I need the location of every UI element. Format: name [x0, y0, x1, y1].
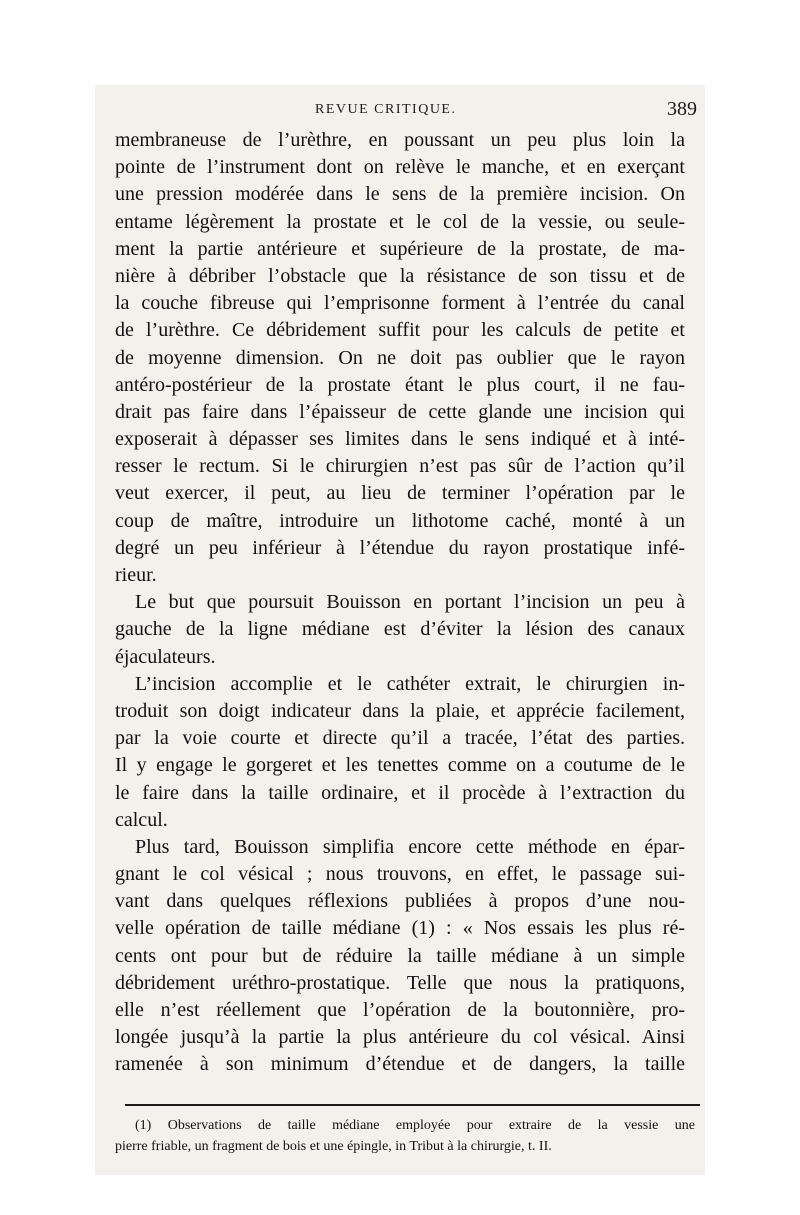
footnote-line: pierre friable, un fragment de bois et une épingle, in Tribut à la chirurgie, t. II.	[115, 1139, 552, 1154]
running-title: REVUE CRITIQUE.	[315, 102, 457, 117]
body-text	[115, 127, 685, 1079]
text-line: membraneuse de l’urèthre, en poussant un peu plus loin la	[115, 129, 685, 151]
text-line: antéro-postérieur de la prostate étant le plus court, il ne fau-	[115, 373, 685, 396]
text-line: gauche de la ligne médiane est d’éviter la lésion des canaux	[115, 618, 685, 641]
text-line: débridement uréthro-prostatique. Telle que nous la pratiquons,	[115, 971, 685, 994]
text-line: nière à débriber l’obstacle que la résistance de son tissu et de	[115, 264, 685, 287]
footnotes	[115, 1115, 695, 1157]
text-line: éjaculateurs.	[115, 645, 216, 668]
text-line: ramenée à son minimum d’étendue et de dangers, la taille	[115, 1053, 685, 1076]
text-line: longée jusqu’à la partie la plus antérieure du col vésical. Ainsi	[115, 1026, 685, 1049]
text-line: veut exercer, il peut, au lieu de terminer l’opération par le	[115, 482, 685, 505]
text-line: velle opération de taille médiane (1) : « Nos essais les plus ré-	[115, 917, 685, 940]
page-number: 389	[667, 98, 697, 120]
text-line: Il y engage le gorgeret et les tenettes comme on a coutume de le	[115, 754, 685, 777]
text-line: de moyenne dimension. On ne doit pas oublier que le rayon	[115, 346, 685, 369]
running-head	[115, 98, 705, 124]
text-line: gnant le col vésical ; nous trouvons, en effet, le passage sui-	[115, 863, 685, 886]
text-line: resser le rectum. Si le chirurgien n’est pas sûr de l’action qu’il	[115, 455, 685, 478]
text-line: coup de maître, introduire un lithotome caché, monté à un	[115, 509, 685, 532]
text-line: Le but que poursuit Bouisson en portant l’incision un peu à	[135, 591, 685, 614]
text-line: Plus tard, Bouisson simplifia encore cette méthode en épar-	[135, 835, 685, 858]
text-line: degré un peu inférieur à l’étendue du rayon prostatique infé-	[115, 536, 685, 559]
text-line: rieur.	[115, 564, 157, 586]
text-line: entame légèrement la prostate et le col de la vessie, ou seule-	[115, 210, 685, 233]
text-line: L’incision accomplie et le cathéter extrait, le chirurgien in-	[135, 672, 685, 695]
text-line: de l’urèthre. Ce débridement suffit pour les calculs de petite et	[115, 319, 685, 342]
text-line: ment la partie antérieure et supérieure de la prostate, de ma-	[115, 237, 685, 260]
text-line: une pression modérée dans le sens de la première incision. On	[115, 183, 685, 206]
text-line: par la voie courte et directe qu’il a tracée, l’état des parties.	[115, 727, 685, 750]
text-line: la couche fibreuse qui l’emprisonne forment à l’entrée du canal	[115, 292, 685, 315]
text-line: vant dans quelques réflexions publiées à propos d’une nou-	[115, 890, 685, 913]
text-line: drait pas faire dans l’épaisseur de cette glande une incision qui	[115, 400, 685, 423]
footnote-line: (1) Observations de taille médiane employée pour extraire de la vessie une	[135, 1118, 695, 1133]
text-line: cents ont pour but de réduire la taille médiane à un simple	[115, 944, 685, 967]
text-line: elle n’est réellement que l’opération de la boutonnière, pro-	[115, 999, 685, 1021]
footnote-rule	[125, 1104, 700, 1106]
text-line: le faire dans la taille ordinaire, et il procède à l’extraction du	[115, 781, 685, 804]
text-line: pointe de l’instrument dont on relève le manche, et en exerçant	[115, 156, 685, 179]
text-line: calcul.	[115, 808, 168, 831]
text-line: exposerait à dépasser ses limites dans le sens indiqué et à inté-	[115, 428, 685, 451]
text-line: troduit son doigt indicateur dans la plaie, et apprécie facilement,	[115, 699, 685, 722]
